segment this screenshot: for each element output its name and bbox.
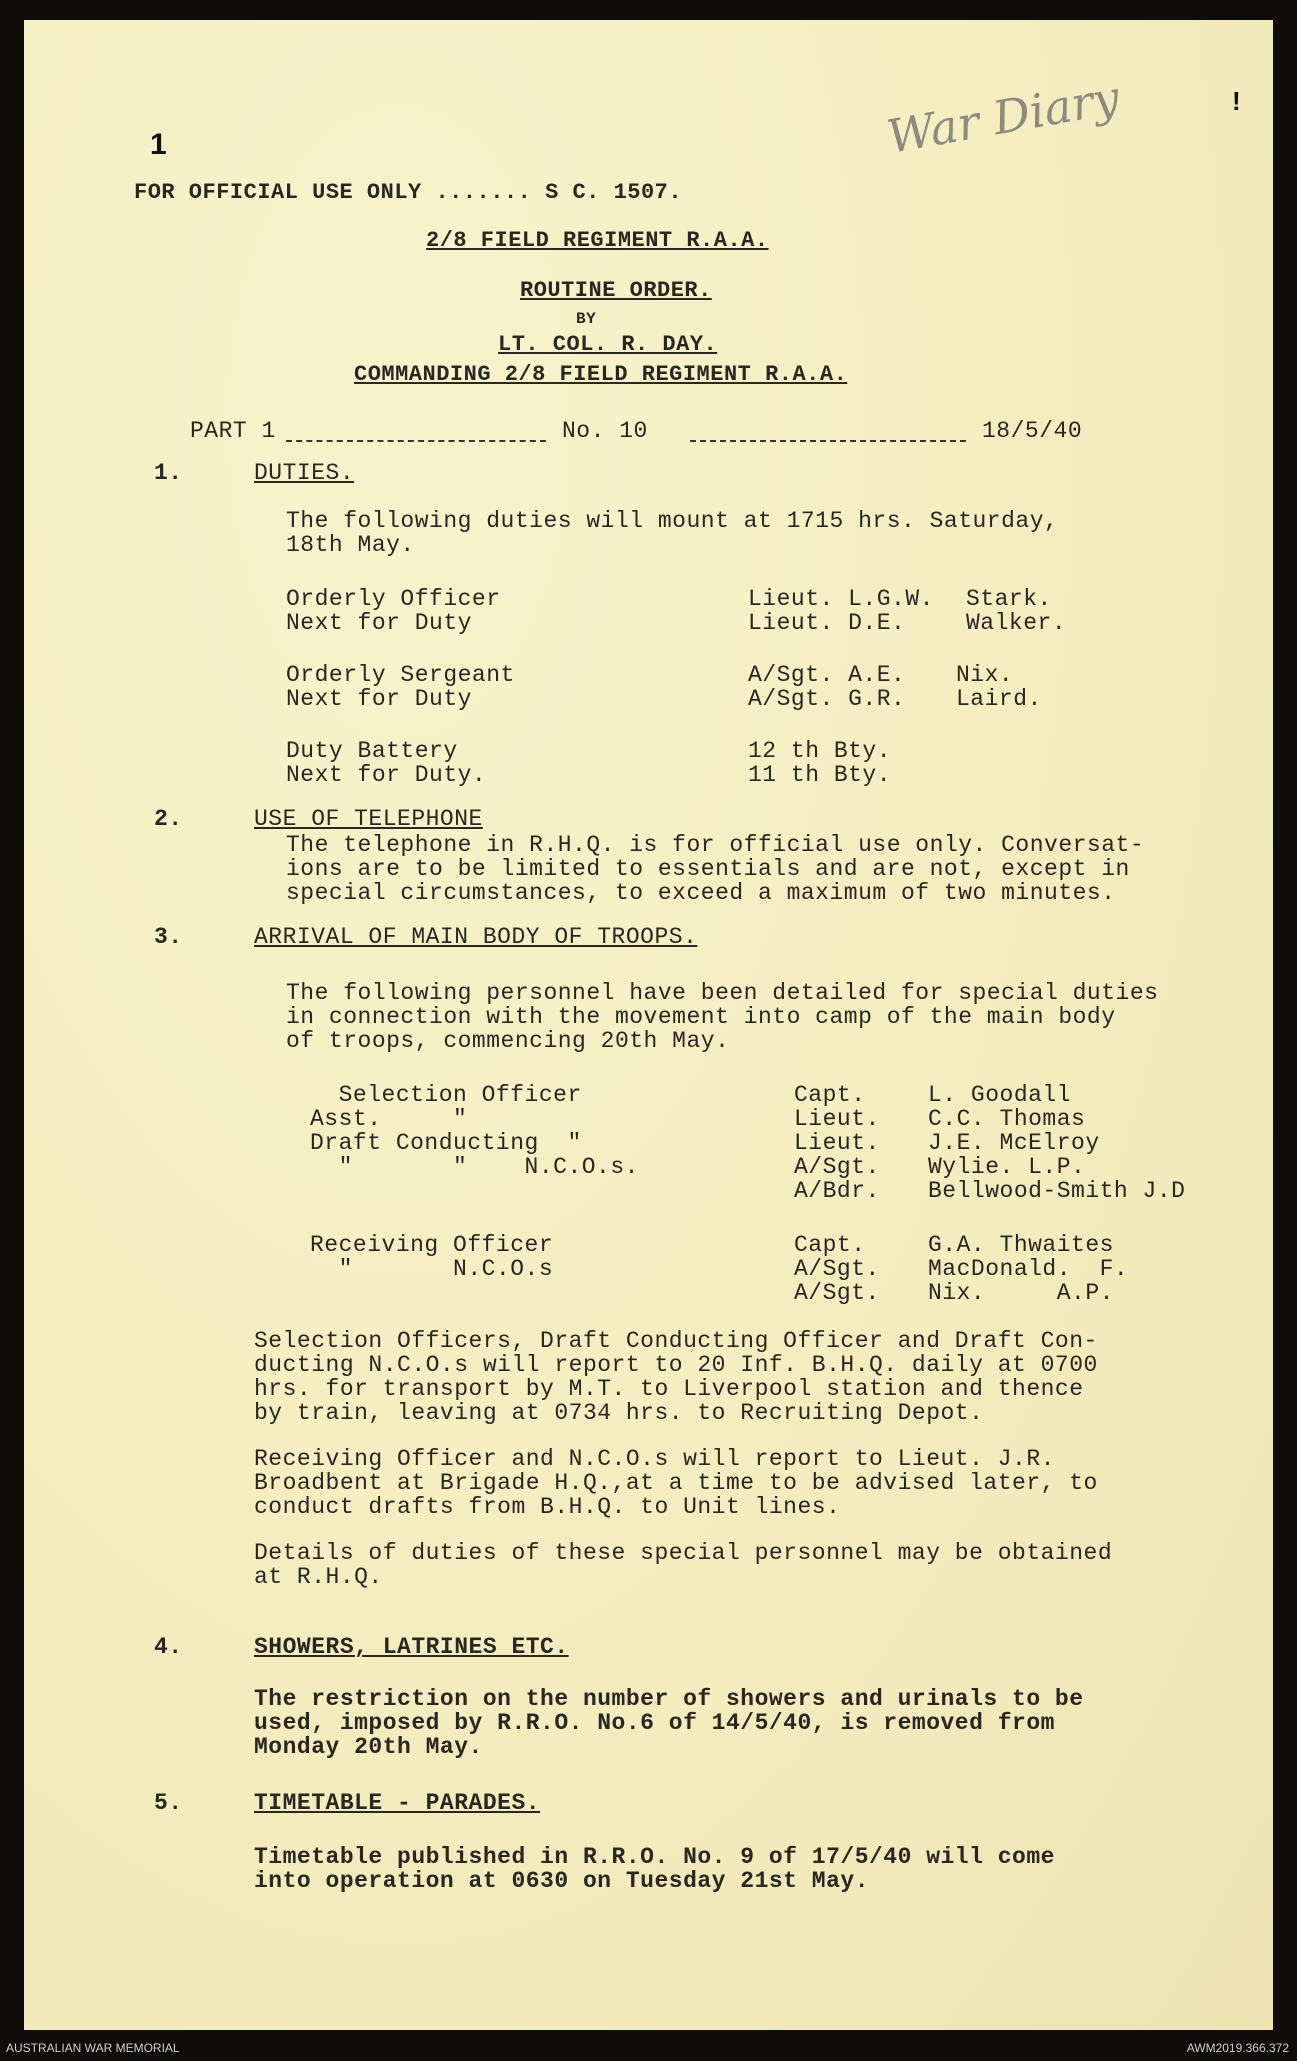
- section-number: 5.: [154, 1790, 183, 1816]
- personnel-rank: Lieut.: [794, 1106, 880, 1132]
- paragraph-line: Receiving Officer and N.C.O.s will report to Lieut. J.R.: [254, 1446, 1055, 1472]
- personnel-role: Selection Officer: [310, 1082, 582, 1108]
- personnel-name: Wylie. L.P.: [928, 1154, 1086, 1180]
- section-title: SHOWERS, LATRINES ETC.: [254, 1634, 569, 1660]
- handwritten-note: War Diary: [883, 70, 1124, 164]
- personnel-rank: A/Sgt.: [794, 1154, 880, 1180]
- duty-role: Orderly Sergeant: [286, 662, 515, 688]
- paragraph-line: hrs. for transport by M.T. to Liverpool station and thence: [254, 1376, 1084, 1402]
- duty-rank: A/Sgt. A.E.: [748, 662, 906, 688]
- duty-rank: A/Sgt. G.R.: [748, 686, 906, 712]
- personnel-name: Nix. A.P.: [928, 1280, 1114, 1306]
- security-classification: FOR OFFICIAL USE ONLY ....... S C. 1507.: [134, 180, 683, 205]
- duty-role: Next for Duty: [286, 686, 472, 712]
- paragraph-line: into operation at 0630 on Tuesday 21st May.: [254, 1868, 869, 1894]
- page-mark: 1: [150, 128, 167, 161]
- duty-name: Walker.: [966, 610, 1067, 636]
- paragraph-line: by train, leaving at 0734 hrs. to Recruiting Depot.: [254, 1400, 984, 1426]
- section-title: USE OF TELEPHONE: [254, 806, 483, 832]
- section-title: ARRIVAL OF MAIN BODY OF TROOPS.: [254, 924, 698, 950]
- section-title: TIMETABLE - PARADES.: [254, 1790, 541, 1816]
- duty-name: Stark.: [966, 586, 1052, 612]
- footer-institution: AUSTRALIAN WAR MEMORIAL: [6, 2041, 180, 2055]
- duty-name: Nix.: [956, 662, 1014, 688]
- paragraph-line: Timetable published in R.R.O. No. 9 of 17/5/40 will come: [254, 1844, 1055, 1870]
- footer-catalog-number: AWM2019.366.372: [1186, 2041, 1289, 2055]
- personnel-rank: A/Sgt.: [794, 1256, 880, 1282]
- duty-role: Next for Duty: [286, 610, 472, 636]
- duty-role: Next for Duty.: [286, 762, 487, 788]
- paragraph-line: The restriction on the number of showers and urinals to be: [254, 1686, 1084, 1712]
- personnel-role: Draft Conducting ": [310, 1130, 582, 1156]
- personnel-role: Receiving Officer: [310, 1232, 554, 1258]
- personnel-rank: Lieut.: [794, 1130, 880, 1156]
- section-number: 3.: [154, 924, 183, 950]
- paragraph-line: conduct drafts from B.H.Q. to Unit lines.: [254, 1494, 841, 1520]
- by-line: BY: [576, 310, 597, 328]
- paragraph-line: at R.H.Q.: [254, 1564, 383, 1590]
- duty-role: Orderly Officer: [286, 586, 501, 612]
- commanding-line: COMMANDING 2/8 FIELD REGIMENT R.A.A.: [354, 362, 848, 387]
- personnel-name: C.C. Thomas: [928, 1106, 1086, 1132]
- dash-rule: [690, 440, 966, 442]
- duty-rank: 12 th Bty.: [748, 738, 892, 764]
- duty-role: Duty Battery: [286, 738, 458, 764]
- paragraph-line: The following duties will mount at 1715 hrs. Saturday,: [286, 508, 1059, 534]
- duty-name: Laird.: [956, 686, 1042, 712]
- duty-rank: 11 th Bty.: [748, 762, 892, 788]
- paragraph-line: in connection with the movement into camp of the main body: [286, 1004, 1116, 1030]
- section-title: DUTIES.: [254, 460, 355, 486]
- document-page: [24, 20, 1273, 2030]
- unit-code: 2/8 FIELD REGIMENT R.A.A.: [426, 228, 769, 253]
- personnel-rank: A/Bdr.: [794, 1178, 880, 1204]
- part-label: PART 1: [190, 418, 276, 444]
- personnel-role: Asst. ": [310, 1106, 468, 1132]
- paragraph-line: ions are to be limited to essentials and are not, except in: [286, 856, 1130, 882]
- paragraph-line: Details of duties of these special personnel may be obtained: [254, 1540, 1113, 1566]
- paragraph-line: ducting N.C.O.s will report to 20 Inf. B.H.Q. daily at 0700: [254, 1352, 1098, 1378]
- personnel-role: " " N.C.O.s.: [310, 1154, 639, 1180]
- paragraph-line: 18th May.: [286, 532, 415, 558]
- corner-mark: !: [1232, 86, 1241, 116]
- section-number: 1.: [154, 460, 183, 486]
- personnel-rank: Capt.: [794, 1232, 866, 1258]
- duty-rank: Lieut. D.E.: [748, 610, 906, 636]
- personnel-rank: A/Sgt.: [794, 1280, 880, 1306]
- personnel-name: MacDonald. F.: [928, 1256, 1129, 1282]
- paragraph-line: Monday 20th May.: [254, 1734, 483, 1760]
- order-title: ROUTINE ORDER.: [520, 278, 712, 303]
- paragraph-line: special circumstances, to exceed a maximum of two minutes.: [286, 880, 1116, 906]
- order-number: No. 10: [562, 418, 648, 444]
- paragraph-line: Selection Officers, Draft Conducting Officer and Draft Con-: [254, 1328, 1098, 1354]
- personnel-rank: Capt.: [794, 1082, 866, 1108]
- paragraph-line: of troops, commencing 20th May.: [286, 1028, 730, 1054]
- paragraph-line: Broadbent at Brigade H.Q.,at a time to be advised later, to: [254, 1470, 1098, 1496]
- duty-rank: Lieut. L.G.W.: [748, 586, 934, 612]
- paragraph-line: The following personnel have been detailed for special duties: [286, 980, 1159, 1006]
- section-number: 4.: [154, 1634, 183, 1660]
- section-number: 2.: [154, 806, 183, 832]
- personnel-name: J.E. McElroy: [928, 1130, 1100, 1156]
- personnel-name: Bellwood-Smith J.D: [928, 1178, 1186, 1204]
- archive-footer: [0, 2035, 1297, 2061]
- personnel-name: G.A. Thwaites: [928, 1232, 1114, 1258]
- paragraph-line: used, imposed by R.R.O. No.6 of 14/5/40, is removed from: [254, 1710, 1055, 1736]
- paragraph-line: The telephone in R.H.Q. is for official use only. Conversat-: [286, 832, 1145, 858]
- dash-rule: [286, 440, 546, 442]
- personnel-name: L. Goodall: [928, 1082, 1072, 1108]
- personnel-role: " N.C.O.s: [310, 1256, 554, 1282]
- order-date: 18/5/40: [982, 418, 1083, 444]
- officer-name: LT. COL. R. DAY.: [498, 332, 718, 357]
